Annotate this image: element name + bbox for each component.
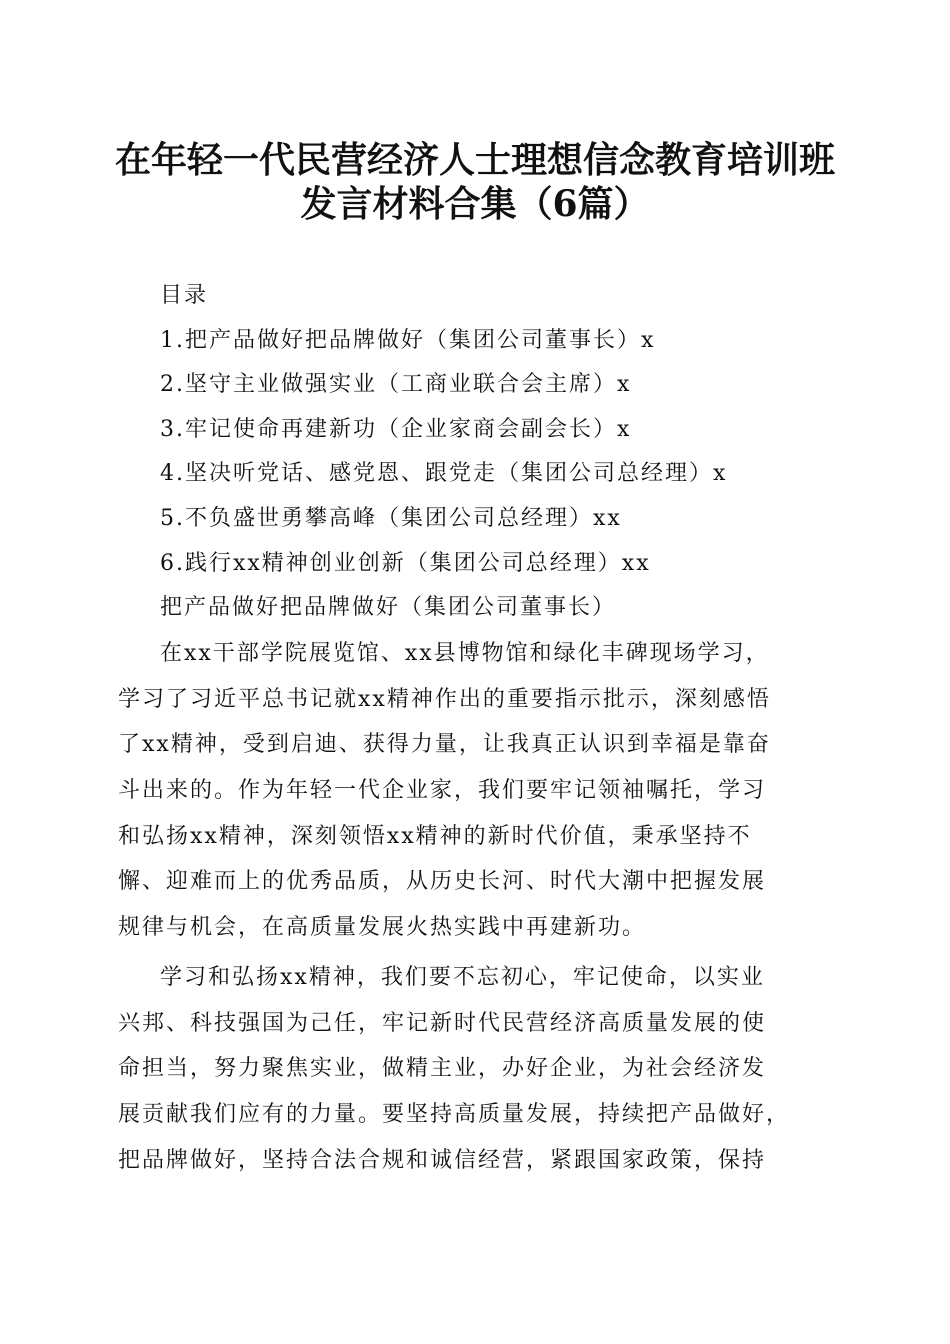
paragraph-2-line-5: 把品牌做好，坚持合法合规和诚信经营，紧跟国家政策，保持 [118, 1147, 767, 1173]
table-of-contents [118, 274, 830, 631]
paragraph-1-line-2: 学习了习近平总书记就xx精神作出的重要指示批示，深刻感悟 [118, 686, 771, 712]
document-title-line-1: 在年轻一代民营经济人士理想信念教育培训班 [114, 139, 835, 181]
section-heading: 把产品做好把品牌做好（集团公司董事长） [160, 595, 617, 621]
toc-item-1: 1.把产品做好把品牌做好（集团公司董事长）x [160, 327, 656, 353]
toc-item-3: 3.牢记使命再建新功（企业家商会副会长）x [160, 416, 632, 442]
paragraph-1-line-1: 在xx干部学院展览馆、xx县博物馆和绿化丰碑现场学习， [160, 641, 770, 666]
toc-item-2: 2.坚守主业做强实业（工商业联合会主席）x [160, 372, 632, 398]
paragraph-1-line-7: 规律与机会，在高质量发展火热实践中再建新功。 [118, 915, 647, 941]
paragraph-1-line-5: 和弘扬xx精神，深刻领悟xx精神的新时代价值，秉承坚持不 [118, 823, 752, 849]
paragraph-2-line-2: 兴邦、科技强国为己任，牢记新时代民营经济高质量发展的使 [118, 1010, 767, 1036]
paragraph-2-line-1: 学习和弘扬xx精神，我们要不忘初心，牢记使命，以实业 [160, 964, 765, 990]
paragraph-2-line-4: 展贡献我们应有的力量。要坚持高质量发展，持续把产品做好， [118, 1101, 791, 1127]
paragraph-1 [118, 631, 830, 951]
paragraph-1-line-4: 斗出来的。作为年轻一代企业家，我们要牢记领袖嘱托，学习 [118, 778, 767, 804]
document-title-line-2: 发言材料合集（6篇） [300, 183, 650, 225]
toc-item-5: 5.不负盛世勇攀高峰（集团公司总经理）xx [160, 505, 622, 531]
toc-heading: 目录 [160, 283, 209, 308]
body-text [118, 631, 830, 1183]
toc-item-4: 4.坚决听党话、感党恩、跟党走（集团公司总经理）x [160, 461, 728, 487]
paragraph-2-line-3: 命担当，努力聚焦实业，做精主业，办好企业，为社会经济发 [118, 1056, 767, 1082]
paragraph-1-line-6: 懈、迎难而上的优秀品质，从历史长河、时代大潮中把握发展 [118, 869, 767, 895]
toc-item-6: 6.践行xx精神创业创新（集团公司总经理）xx [160, 550, 651, 576]
paragraph-1-line-3: 了xx精神，受到启迪、获得力量，让我真正认识到幸福是靠奋 [118, 732, 771, 758]
paragraph-2 [118, 955, 830, 1183]
